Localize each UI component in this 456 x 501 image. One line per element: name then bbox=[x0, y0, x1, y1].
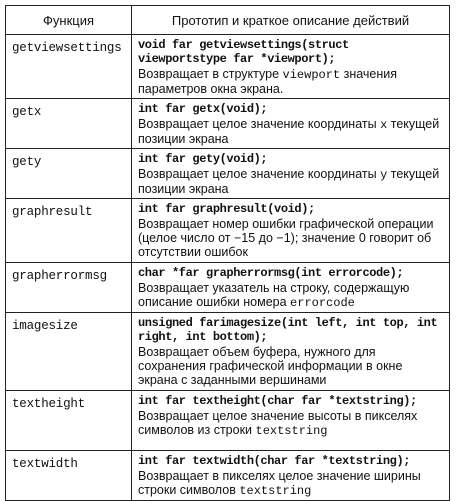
description bbox=[138, 117, 443, 146]
table-row bbox=[6, 263, 450, 313]
description-cell bbox=[132, 149, 450, 199]
function-name: textwidth bbox=[12, 457, 78, 471]
prototype: int far getx(void); bbox=[138, 102, 268, 116]
description-cell bbox=[132, 99, 450, 149]
function-name: gety bbox=[12, 155, 42, 169]
description-text: Возвращает целое значение высоты в пикселях символов из строки bbox=[138, 409, 418, 437]
prototype: int far textheight(char far *textstring); bbox=[138, 394, 417, 408]
description-text: Возвращает целое значение координаты bbox=[138, 117, 381, 131]
description bbox=[138, 469, 443, 498]
header-prototype-description: Прототип и краткое описание действий bbox=[132, 6, 450, 35]
table-header-row bbox=[6, 6, 450, 35]
description-text-tail: текущей позиции экрана bbox=[138, 117, 440, 146]
description-text: Возвращает объем буфера, нужного для сохранения графической информации в окне экрана с заданными вершинами bbox=[138, 345, 403, 387]
function-name-cell bbox=[6, 451, 132, 501]
function-name: getx bbox=[12, 105, 42, 119]
function-name-cell bbox=[6, 313, 132, 391]
function-name-cell bbox=[6, 99, 132, 149]
description bbox=[138, 409, 443, 438]
function-name: grapherrormsg bbox=[12, 269, 107, 283]
header-function: Функция bbox=[6, 6, 132, 35]
description-text: Возвращает номер ошибки графической операции (целое число от −15 до −1); значение 0 говорит об отсутствии ошибок bbox=[138, 217, 434, 259]
function-name: graphresult bbox=[12, 205, 93, 219]
description bbox=[138, 345, 443, 388]
table-row bbox=[6, 313, 450, 391]
prototype: void far getviewsettings(struct viewportstype far *viewport); bbox=[138, 38, 356, 66]
description-code: textstring bbox=[255, 424, 328, 438]
function-name: getviewsettings bbox=[12, 41, 122, 55]
table-row bbox=[6, 451, 450, 501]
table-row bbox=[6, 99, 450, 149]
description-cell bbox=[132, 199, 450, 263]
description-cell bbox=[132, 313, 450, 391]
description-cell bbox=[132, 391, 450, 451]
function-reference-table bbox=[5, 5, 450, 501]
description-text: Возвращает в пикселях целое значение ширины строки символов bbox=[138, 469, 421, 497]
table-row bbox=[6, 35, 450, 99]
function-name-cell bbox=[6, 199, 132, 263]
function-name-cell bbox=[6, 35, 132, 99]
description bbox=[138, 281, 443, 310]
description-cell bbox=[132, 35, 450, 99]
description-text: Возвращает целое значение координаты bbox=[138, 167, 381, 181]
prototype: int far graphresult(void); bbox=[138, 202, 315, 216]
table-row bbox=[6, 149, 450, 199]
function-name-cell bbox=[6, 391, 132, 451]
table-row bbox=[6, 391, 450, 451]
function-name-cell bbox=[6, 263, 132, 313]
description bbox=[138, 167, 443, 196]
description-code: viewport bbox=[282, 68, 341, 82]
document-page bbox=[5, 5, 449, 498]
description-text-tail: текущей позиции экрана bbox=[138, 167, 440, 196]
description-code: textstring bbox=[239, 484, 312, 498]
description-code: errorcode bbox=[290, 296, 355, 310]
prototype: char *far grapherrormsg(int errorcode); bbox=[138, 266, 404, 280]
description-cell bbox=[132, 263, 450, 313]
description-cell bbox=[132, 451, 450, 501]
prototype: int far textwidth(char far *textstring); bbox=[138, 454, 411, 468]
description-code: x bbox=[380, 118, 388, 132]
description-text-tail: значения параметров окна экрана. bbox=[138, 67, 398, 96]
function-name: textheight bbox=[12, 397, 86, 411]
table-row bbox=[6, 199, 450, 263]
prototype: unsigned farimagesize(int left, int top, int right, int bottom); bbox=[138, 316, 445, 344]
description-text: Возвращает в структуре bbox=[138, 67, 283, 81]
description bbox=[138, 67, 443, 96]
prototype: int far gety(void); bbox=[138, 152, 268, 166]
function-name-cell bbox=[6, 149, 132, 199]
function-name: imagesize bbox=[12, 319, 78, 333]
description-text: Возвращает указатель на строку, содержащую описание ошибки номера bbox=[138, 281, 410, 309]
description bbox=[138, 217, 443, 260]
description-code: y bbox=[380, 168, 388, 182]
